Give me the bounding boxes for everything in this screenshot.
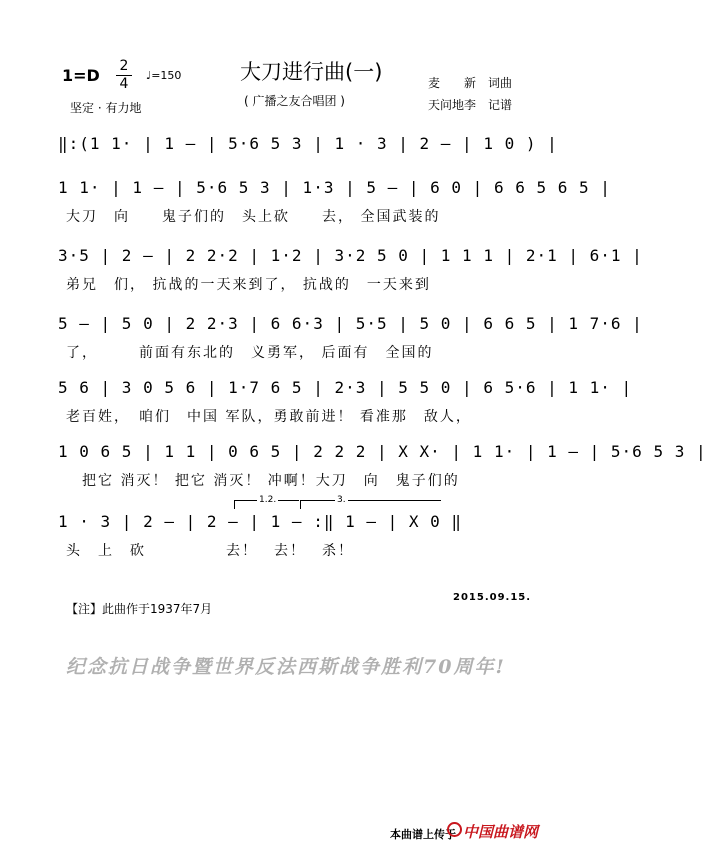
transcriber-credit: 天问地李 记谱 bbox=[428, 98, 513, 112]
time-signature-bottom: 4 bbox=[116, 75, 132, 93]
volta-bracket-1 bbox=[234, 495, 299, 509]
footnote: 【注】此曲作于1937年7月 bbox=[66, 602, 213, 616]
score-line-3-lyrics: 弟兄 们， 抗战的一天来到了， 抗战的 一天来到 bbox=[66, 277, 431, 293]
score-line-5-notes: 5 6 | 3 0 5 6 | 1·7 6 5 | 2·3 | 5 5 0 | 6 5·6 | 1 1· | bbox=[58, 378, 633, 397]
score-line-7-lyrics: 头 上 砍 去！ 去！ 杀！ bbox=[66, 543, 354, 559]
site-name[interactable]: 中国曲谱网 bbox=[463, 823, 539, 841]
score-line-6-lyrics: 把它 消灭！ 把它 消灭！ 冲啊！大刀 向 鬼子们的 bbox=[66, 473, 460, 489]
tempo-marking: ♩=150 bbox=[146, 69, 182, 82]
lyricist-credit: 麦 新 词曲 bbox=[428, 76, 513, 90]
score-line-2-lyrics: 大刀 向 鬼子们的 头上砍 去， 全国武装的 bbox=[66, 209, 441, 225]
score-line-2-notes: 1 1· | 1 – | 5·6 5 3 | 1·3 | 5 – | 6 0 | 6 6 5 6 5 | bbox=[58, 178, 611, 197]
commemoration-slogan: 纪念抗日战争暨世界反法西斯战争胜利70周年! bbox=[66, 656, 506, 678]
performer: ( 广播之友合唱团 ) bbox=[244, 94, 345, 108]
volta-1-label: 1.2. bbox=[259, 495, 277, 505]
time-signature bbox=[116, 58, 132, 93]
score-line-6-notes: 1 0 6 5 | 1 1 | 0 6 5 | 2 2 2 | X X· | 1 1· | 1 – | 5·6 5 3 | bbox=[58, 442, 707, 461]
date-stamp: 2015.09.15. bbox=[453, 592, 532, 603]
score-line-5-lyrics: 老百姓， 咱们 中国 军队，勇敢前进！ 看准那 敌人， bbox=[66, 409, 472, 425]
site-logo-icon bbox=[447, 822, 462, 837]
score-line-7-notes: 1 · 3 | 2 – | 2 – | 1 – :‖ 1 – | X 0 ‖ bbox=[58, 512, 463, 531]
score-line-4-notes: 5 – | 5 0 | 2 2·3 | 6 6·3 | 5·5 | 5 0 | 6 6 5 | 1 7·6 | bbox=[58, 314, 643, 333]
expression-marking: 坚定 · 有力地 bbox=[70, 101, 142, 115]
time-signature-top: 2 bbox=[119, 58, 129, 74]
upload-notice: 本曲谱上传于 bbox=[390, 828, 456, 841]
volta-2-label: 3. bbox=[337, 495, 346, 505]
volta-bracket-2 bbox=[300, 495, 441, 509]
song-title: 大刀进行曲(一) bbox=[240, 60, 383, 84]
score-line-3-notes: 3·5 | 2 – | 2 2·2 | 1·2 | 3·2 5 0 | 1 1 1 | 2·1 | 6·1 | bbox=[58, 246, 643, 265]
score-line-4-lyrics: 了， 前面有东北的 义勇军， 后面有 全国的 bbox=[66, 345, 434, 361]
key-signature: 1=D bbox=[62, 66, 100, 85]
score-line-1-notes: ‖:(1 1· | 1 – | 5·6 5 3 | 1 · 3 | 2 – | 1 0 ) | bbox=[58, 134, 558, 153]
